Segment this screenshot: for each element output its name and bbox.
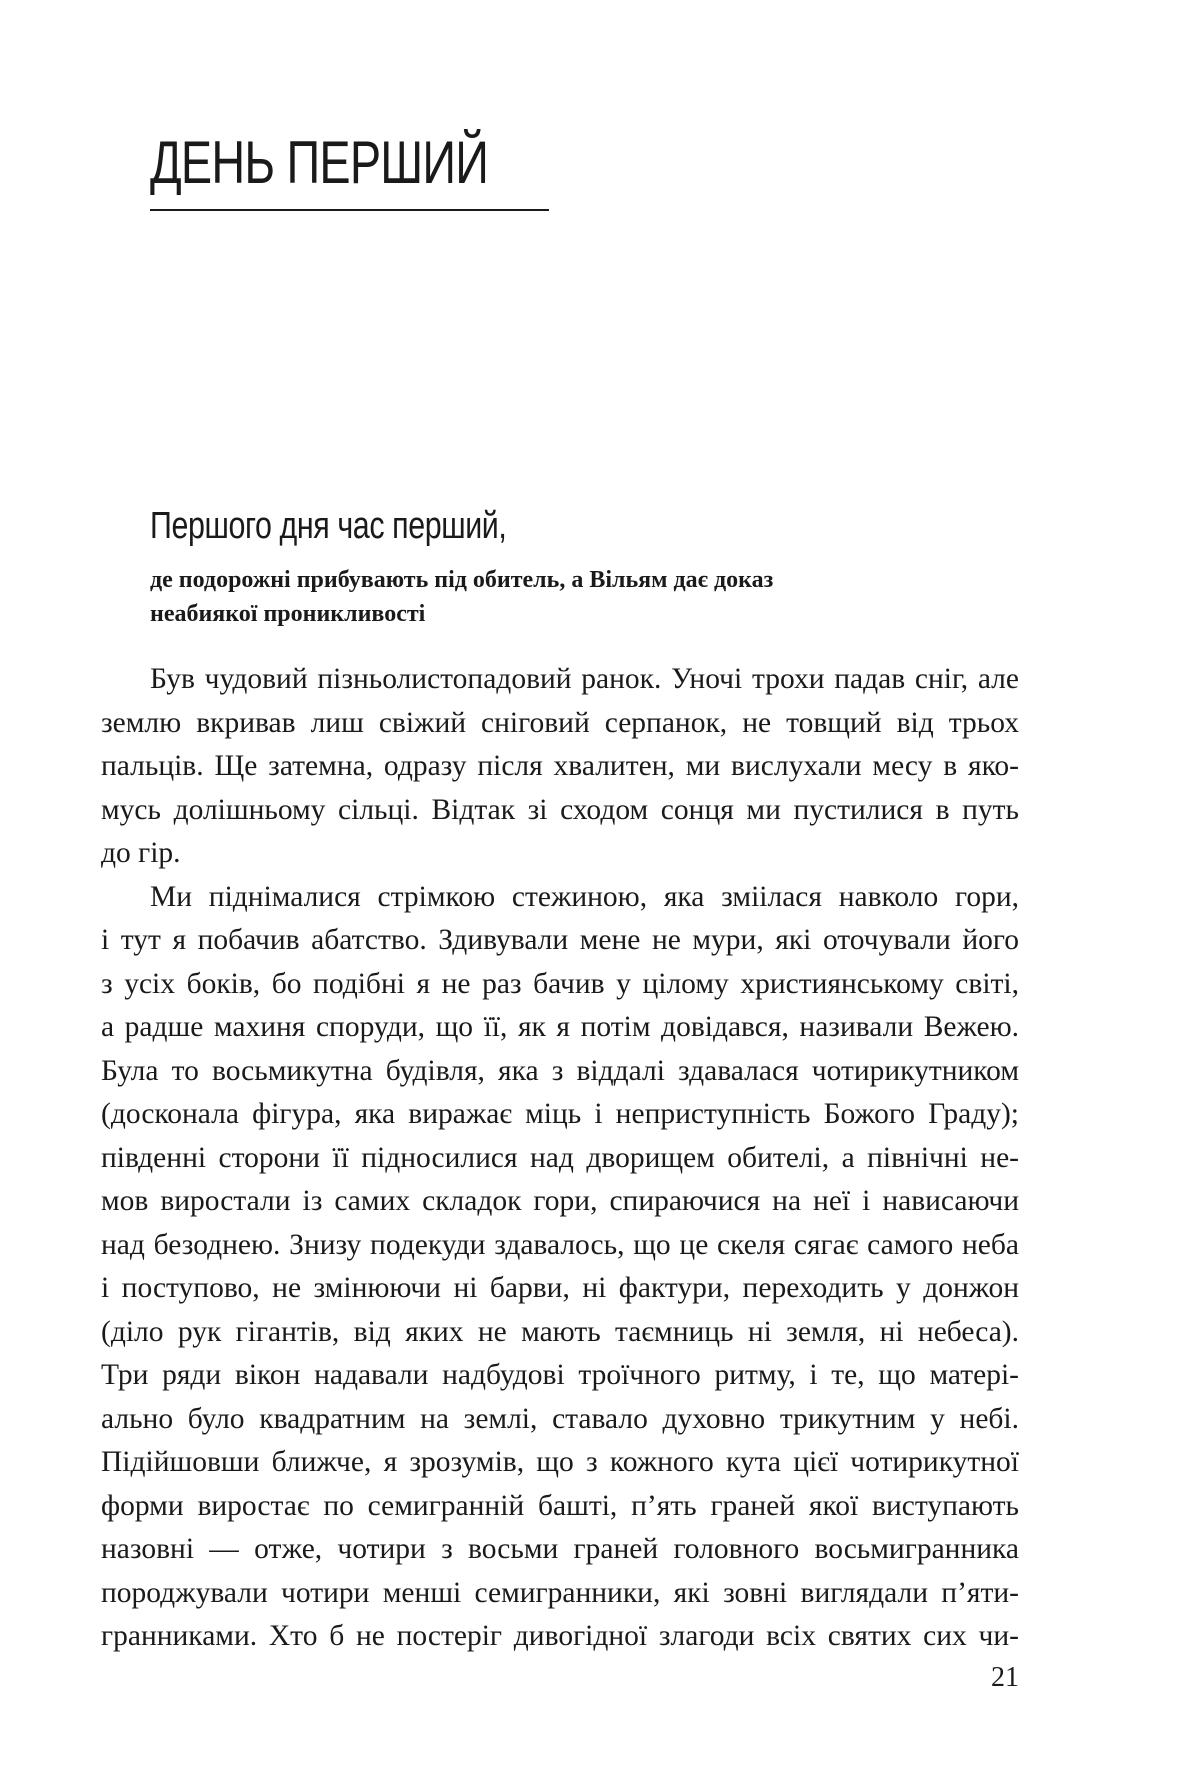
text-line: землю вкривав лиш свіжий сніговий серпанок, не товщий від трьох <box>101 706 1019 739</box>
chapter-subtitle-line: де подорожні прибувають під обитель, а Вільям дає доказ <box>150 567 774 593</box>
chapter-subtitle-line: неабиякої проникливості <box>150 601 426 627</box>
text-line: мов виростали із самих складок гори, спираючися на неї і нависаючи <box>101 1185 1019 1217</box>
text-line: ально було квадратним на землі, ставало духовно трикутним у небі. <box>101 1402 1019 1435</box>
text-line: Була то восьмикутна будівля, яка з віддалі здавалася чотирикутником <box>101 1054 1019 1087</box>
page-number: 21 <box>991 1662 1019 1693</box>
text-line: мусь долішньому сільці. Відтак зі сходом сонця ми пустилися в путь <box>101 793 1019 826</box>
text-line: і тут я побачив абатство. Здивували мене не мури, які оточували його <box>101 924 1019 956</box>
text-line: Був чудовий пізньолистопадовий ранок. Уночі трохи падав сніг, але <box>150 663 1019 695</box>
paragraph <box>101 658 1019 876</box>
text-line: Ми піднімалися стрімкою стежиною, яка зміілася навколо гори, <box>150 880 1019 913</box>
text-line: форми виростає по семигранній башті, п’ять граней якої виступають <box>101 1489 1019 1522</box>
text-line: над безоднею. Знизу подекуди здавалось, що це скеля сягає самого неба <box>101 1228 1019 1261</box>
text-line: південні сторони її підносилися над дворищем обителі, а північні не- <box>101 1141 1019 1174</box>
text-line: Підійшовши ближче, я зрозумів, що з кожного кута цієї чотирикутної <box>101 1446 1019 1478</box>
text-line: Три ряди вікон надавали надбудові троїчного ритму, і те, що матері- <box>101 1359 1019 1391</box>
paragraph <box>101 876 1019 1659</box>
text-line: до гір. <box>101 837 181 869</box>
chapter-heading: Першого дня час перший, <box>150 505 507 547</box>
part-title: ДЕНЬ ПЕРШИЙ <box>150 129 489 196</box>
text-line: а радше махиня споруди, що її, як я потім довідався, називали Вежею. <box>101 1011 1019 1043</box>
text-line: породжували чотири менші семигранники, які зовні виглядали п’яти- <box>101 1576 1019 1609</box>
text-line: назовні — отже, чотири з восьми граней головного восьмигранника <box>101 1533 1019 1565</box>
text-line: (досконала фігура, яка виражає міць і неприступність Божого Граду); <box>101 1098 1019 1130</box>
text-line: з усіх боків, бо подібні я не раз бачив у цілому християнському світі, <box>101 967 1019 1000</box>
text-line: і поступово, не змінюючи ні барви, ні фактури, переходить у донжон <box>101 1272 1019 1304</box>
text-line: (діло рук гігантів, від яких не мають таємниць ні земля, ні небеса). <box>101 1315 1019 1348</box>
text-line: пальців. Ще затемна, одразу після хвалитен, ми вислухали месу в яко- <box>101 750 1019 782</box>
text-line: гранниками. Хто б не постеріг дивогідної злагоди всіх святих сих чи- <box>101 1620 1019 1652</box>
body-text <box>101 658 1019 1659</box>
title-underline <box>150 209 549 211</box>
chapter-subtitle <box>150 563 930 631</box>
